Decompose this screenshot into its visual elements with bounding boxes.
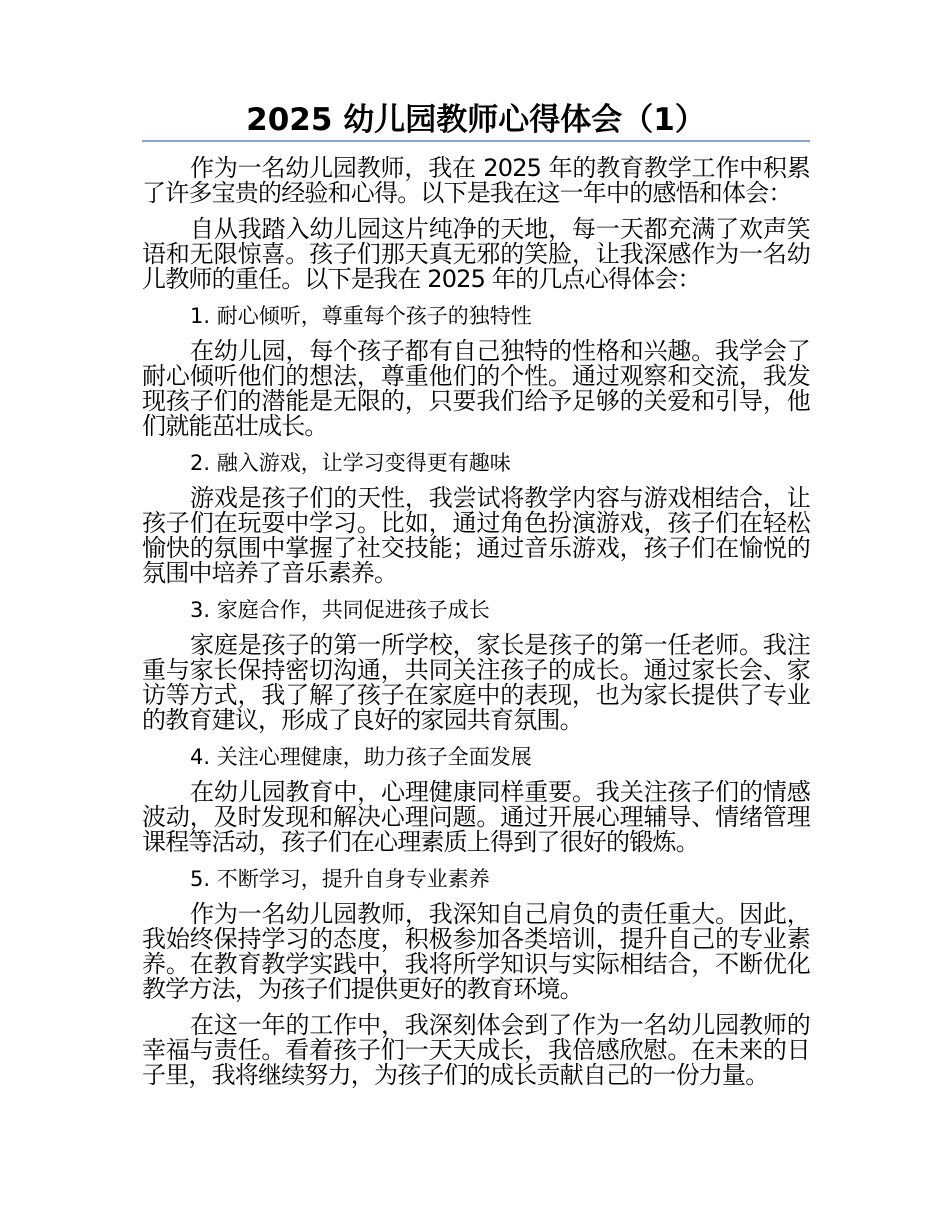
- section-heading-4: 4. 关注心理健康，助力孩子全面发展: [190, 745, 532, 769]
- intro-paragraph-2: 自从我踏入幼儿园这片纯净的天地，每一天都充满了欢声笑语和无限惊喜。孩子们那天真无邪的笑脸，让我深感作为一名幼儿教师的重任。以下是我在 2025 年的几点心得体会：: [142, 215, 810, 293]
- section-heading-3: 3. 家庭合作，共同促进孩子成长: [190, 598, 490, 622]
- conclusion-paragraph: 在这一年的工作中，我深刻体会到了作为一名幼儿园教师的幸福与责任。看着孩子们一天天成长，我倍感欣慰。在未来的日子里，我将继续努力，为孩子们的成长贡献自己的一份力量。: [142, 1011, 810, 1089]
- intro-paragraph-1: 作为一名幼儿园教师，我在 2025 年的教育教学工作中积累了许多宝贵的经验和心得。以下是我在这一年中的感悟和体会：: [142, 154, 810, 207]
- section-body-5: 作为一名幼儿园教师，我深知自己肩负的责任重大。因此，我始终保持学习的态度，积极参加各类培训，提升自己的专业素养。在教育教学实践中，我将所学知识与实际相结合，不断优化教学方法，为孩子们提供更好的教育环境。: [142, 900, 810, 1003]
- section-heading-5: 5. 不断学习，提升自身专业素养: [190, 867, 490, 891]
- section-heading-2: 2. 融入游戏，让学习变得更有趣味: [190, 451, 511, 475]
- document-title: 2025 幼儿园教师心得体会（1）: [142, 100, 810, 142]
- section-heading-1: 1. 耐心倾听，尊重每个孩子的独特性: [190, 304, 532, 328]
- section-body-2: 游戏是孩子们的天性，我尝试将教学内容与游戏相结合，让孩子们在玩耍中学习。比如，通过角色扮演游戏，孩子们在轻松愉快的氛围中掌握了社交技能；通过音乐游戏，孩子们在愉悦的氛围中培养了音乐素养。: [142, 484, 810, 587]
- document-page: [142, 100, 810, 1099]
- section-body-4: 在幼儿园教育中，心理健康同样重要。我关注孩子们的情感波动，及时发现和解决心理问题。通过开展心理辅导、情绪管理课程等活动，孩子们在心理素质上得到了很好的锻炼。: [142, 778, 810, 856]
- section-body-3: 家庭是孩子的第一所学校，家长是孩子的第一任老师。我注重与家长保持密切沟通，共同关注孩子的成长。通过家长会、家访等方式，我了解了孩子在家庭中的表现，也为家长提供了专业的教育建议，形成了良好的家园共育氛围。: [142, 631, 810, 734]
- section-body-1: 在幼儿园，每个孩子都有自己独特的性格和兴趣。我学会了耐心倾听他们的想法，尊重他们的个性。通过观察和交流，我发现孩子们的潜能是无限的，只要我们给予足够的关爱和引导，他们就能茁壮成长。: [142, 337, 810, 440]
